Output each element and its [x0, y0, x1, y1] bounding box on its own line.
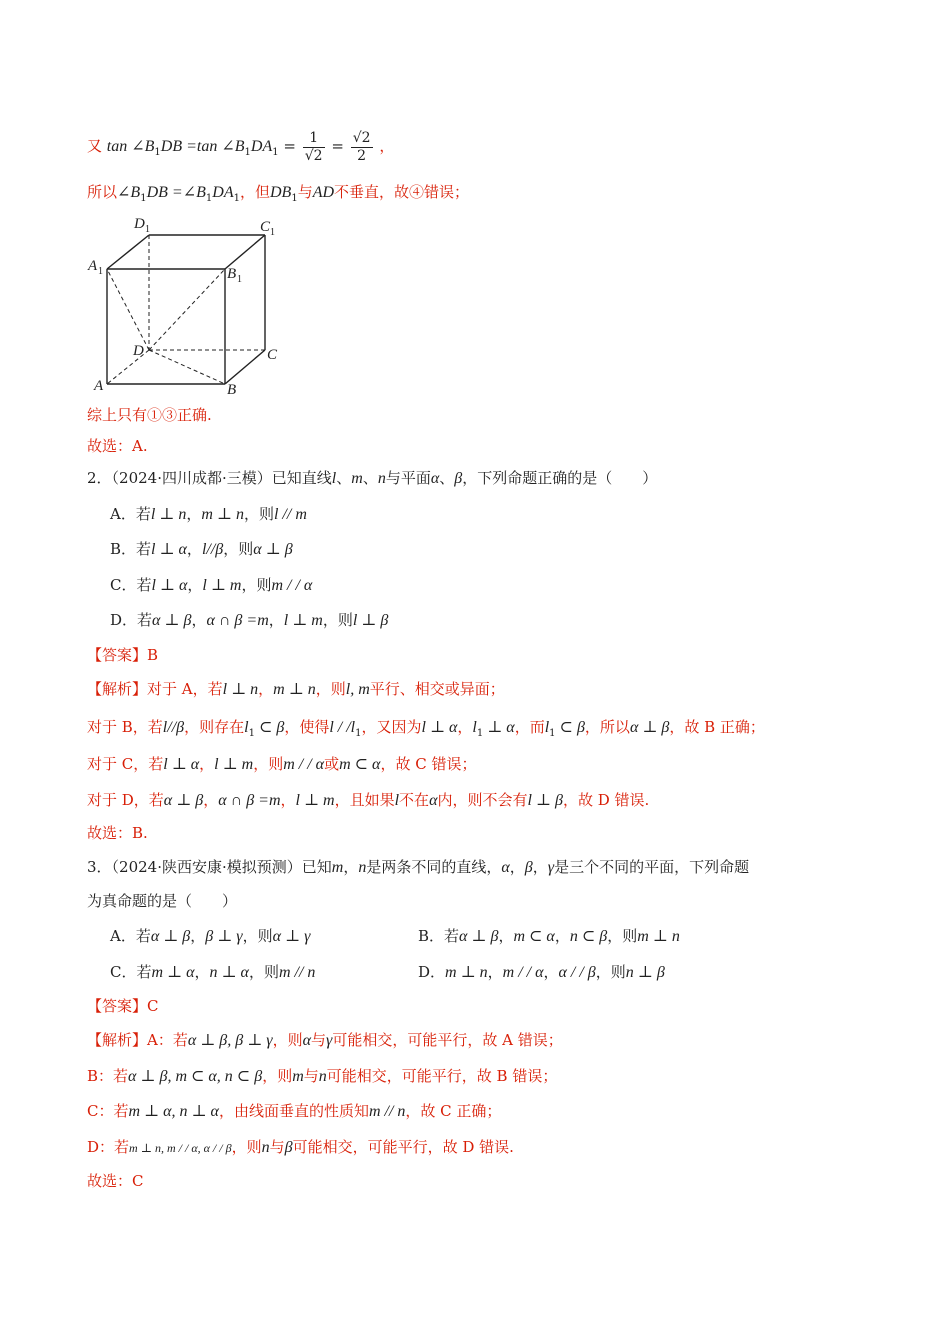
text: 可能相交，可能平行，故 A 错误； — [332, 1031, 563, 1049]
math: l — [544, 719, 550, 736]
math: m — [331, 859, 344, 876]
math: α ∩ β =m — [206, 612, 269, 629]
text: ，则 — [253, 755, 284, 773]
math: m ⊥ n — [273, 681, 316, 698]
subscript: 1 — [272, 147, 279, 158]
text: 与 — [311, 1031, 327, 1049]
edge-bc — [225, 350, 265, 384]
subscript: 1 — [549, 728, 556, 739]
q2-option-c — [110, 573, 890, 598]
label-c1: C — [260, 219, 271, 235]
text: ， — [186, 540, 202, 558]
subscript: 1 — [248, 728, 255, 739]
text: D．若 — [110, 611, 153, 629]
text: ，则 — [242, 927, 273, 945]
text: A．若 — [110, 927, 151, 945]
math-da: DA — [250, 138, 273, 155]
math: α — [302, 1032, 312, 1049]
math: n ⊥ β — [625, 964, 665, 981]
math: ⊥ α — [483, 719, 515, 736]
text: 与 — [303, 1067, 319, 1085]
label-d: D — [133, 343, 144, 359]
q2-selection: 故选：B. — [87, 824, 148, 842]
math-equals-tan: DB =tan ∠B — [160, 138, 245, 155]
math: l ⊥ α — [151, 577, 188, 594]
text: ， — [543, 963, 559, 981]
math: l ⊥ β — [527, 792, 563, 809]
text: ，则 — [315, 680, 346, 698]
text: D． — [418, 963, 446, 981]
math: α / / β — [558, 964, 596, 981]
q3-stem-line2: 为真命题的是（ ） — [87, 892, 238, 910]
text: ，故 D 错误. — [562, 791, 650, 809]
text: 与 — [269, 1138, 285, 1156]
math: DB =∠B — [146, 184, 206, 201]
text: ， — [457, 718, 473, 736]
math: α ⊥ β — [163, 792, 204, 809]
text: B：若 — [87, 1067, 129, 1085]
q3-option-b — [418, 924, 890, 949]
text: 对于 A，若 — [147, 680, 223, 698]
math: ⊂ β — [555, 719, 585, 736]
math: m ⊂ α — [339, 756, 381, 773]
text: 对于 D，若 — [87, 791, 164, 809]
text: ， — [343, 858, 359, 876]
equals-sign: = — [326, 137, 344, 155]
text: ， — [203, 791, 219, 809]
label-a1: A — [88, 258, 98, 274]
text: ，则 — [248, 963, 279, 981]
text: ， — [498, 927, 514, 945]
text: 可能相交，可能平行，故 B 错误； — [326, 1067, 558, 1085]
text: ，则 — [241, 576, 272, 594]
label-c: C — [267, 347, 278, 363]
q2-analysis-c — [87, 752, 890, 777]
math: n ⊂ β — [569, 928, 608, 945]
text: ，所以 — [584, 718, 630, 736]
text: ， — [190, 927, 206, 945]
math: l ⊥ α — [151, 541, 187, 558]
text: ，由线面垂直的性质知 — [218, 1102, 369, 1120]
math: n — [358, 859, 367, 876]
math: γ — [547, 859, 555, 876]
math: l — [244, 719, 249, 736]
text: ，则 — [243, 505, 274, 523]
math: α ∩ β =m — [218, 792, 281, 809]
comma: ， — [379, 137, 395, 155]
text: ，而 — [514, 718, 545, 736]
math: l // m — [273, 506, 307, 523]
subscript: 1 — [140, 193, 147, 204]
text: C．若 — [110, 963, 152, 981]
text: 可能相交，可能平行，故 D 错误. — [292, 1138, 514, 1156]
text: ， — [186, 505, 202, 523]
q2-stem — [87, 466, 890, 491]
text: C．若 — [110, 576, 152, 594]
diagonal-db1 — [149, 269, 225, 350]
diagonal-da1 — [107, 269, 149, 350]
math: m ⊥ n — [445, 964, 488, 981]
math: β — [284, 1139, 293, 1156]
q3-answer: 【答案】C — [87, 997, 159, 1015]
math: m — [292, 1068, 304, 1085]
label-b1-sub: 1 — [237, 274, 242, 285]
text: ， — [554, 927, 570, 945]
math: m ⊥ n — [201, 506, 244, 523]
edge-b1c1 — [225, 235, 265, 269]
q2-analysis-a — [87, 677, 890, 702]
q3-option-a — [110, 927, 310, 945]
fraction-numerator: 1 — [303, 130, 325, 148]
math: α ⊥ β, β ⊥ γ — [187, 1032, 273, 1049]
text: ，则存在 — [184, 718, 245, 736]
summary-line: 综上只有①③正确. — [87, 406, 212, 424]
math: α ⊥ β — [253, 541, 293, 558]
equals-sign: = — [278, 137, 296, 155]
text: ，下列命题正确的是（ ） — [462, 469, 658, 487]
math: α — [501, 859, 510, 876]
text: ，但 — [239, 183, 270, 201]
text: C：若 — [87, 1102, 129, 1120]
math: l — [472, 719, 477, 736]
text: B．若 — [418, 927, 460, 945]
math: m ⊥ α — [151, 964, 195, 981]
label-c1-sub: 1 — [270, 227, 275, 238]
text: 是两条不同的直线， — [366, 858, 502, 876]
q3-analysis-c — [87, 1099, 890, 1124]
math: n — [318, 1068, 327, 1085]
math: l ⊥ m — [283, 612, 323, 629]
math: m // n — [368, 1103, 406, 1120]
q3-analysis-d — [87, 1135, 890, 1160]
math: l ⊥ α — [421, 719, 458, 736]
text: ，故 B 正确； — [669, 718, 765, 736]
q2-option-b — [110, 537, 890, 562]
text: ，故 C 错误； — [380, 755, 477, 773]
math: l ⊥ n — [150, 506, 187, 523]
math: α ⊥ β — [150, 928, 191, 945]
math: m // n — [278, 964, 316, 981]
selection-line: 故选：A. — [87, 437, 148, 455]
text: ，故 C 正确； — [405, 1102, 502, 1120]
text: 平行、相交或异面； — [369, 680, 505, 698]
text: ，则 — [262, 1067, 293, 1085]
q3-selection: 故选：C — [87, 1172, 144, 1190]
text: ， — [509, 858, 525, 876]
text: ， — [532, 858, 548, 876]
math: l//β — [162, 719, 185, 736]
label-a: A — [94, 378, 104, 394]
text: 内，则不会有 — [437, 791, 528, 809]
math: α ⊥ γ — [272, 928, 311, 945]
math: n — [261, 1139, 270, 1156]
fraction-denominator: √2 — [304, 147, 323, 164]
diagonal-db — [149, 350, 225, 384]
q3-analysis-a — [87, 1028, 890, 1053]
math: α ⊥ β — [459, 928, 499, 945]
math: m / / α — [271, 577, 313, 594]
text: ， — [194, 963, 210, 981]
math: β ⊥ γ — [205, 928, 243, 945]
math: l / /l — [329, 719, 356, 736]
math: l ⊥ m — [202, 577, 242, 594]
text: 或 — [324, 755, 340, 773]
text: ，则 — [272, 1031, 303, 1049]
subscript: 1 — [205, 193, 213, 204]
analysis-label: 【解析】 — [87, 1031, 148, 1049]
text: ， — [187, 576, 203, 594]
math: l//β — [201, 541, 224, 558]
solution-tan-line — [87, 126, 890, 166]
math: m / / α — [283, 756, 325, 773]
text: A．若 — [110, 505, 151, 523]
text: ，则 — [322, 611, 353, 629]
label-b: B — [227, 382, 237, 397]
analysis-label: 【解析】 — [87, 680, 148, 698]
math: α — [429, 792, 438, 809]
math: m ⊥ n, m / / α, α / / β — [129, 1141, 232, 1155]
label-d1-sub: 1 — [145, 224, 150, 235]
text: A：若 — [147, 1031, 188, 1049]
math: β — [524, 859, 533, 876]
q2-option-d — [110, 608, 890, 633]
text: ， — [268, 611, 284, 629]
q2-analysis-b — [87, 715, 890, 746]
math: l ⊥ n — [222, 681, 259, 698]
math: α — [430, 470, 440, 487]
label-a1-sub: 1 — [98, 266, 103, 277]
math: l — [394, 792, 400, 809]
subscript: 1 — [476, 728, 484, 739]
math: m ⊥ α, n ⊥ α — [128, 1103, 219, 1120]
solution-conclusion-line — [87, 180, 890, 211]
fraction-denominator: 2 — [357, 147, 367, 164]
text: ，则 — [223, 540, 254, 558]
fraction-root2-over-2 — [351, 130, 373, 165]
q2-analysis-d — [87, 788, 890, 813]
text: 所以 — [87, 183, 118, 201]
text: 3．（2024·陕西安康·模拟预测）已知 — [87, 858, 332, 876]
text: ， — [487, 963, 503, 981]
text: 对于 C，若 — [87, 755, 164, 773]
subscript: 1 — [355, 728, 362, 739]
q3-option-d — [418, 960, 890, 985]
math: n ⊥ α — [209, 964, 249, 981]
text: 与平面 — [385, 469, 431, 487]
math: ⊂ β — [254, 719, 285, 736]
text: 不在 — [399, 791, 430, 809]
math: l ⊥ m — [214, 756, 254, 773]
text: 对于 B，若 — [87, 718, 163, 736]
math: m — [351, 470, 363, 487]
text: ， — [199, 755, 215, 773]
text-you: 又 — [87, 137, 103, 155]
text: ，使得 — [284, 718, 330, 736]
text: 、 — [336, 469, 352, 487]
text: ，则 — [607, 927, 638, 945]
math: n — [377, 470, 386, 487]
math: ∠B — [117, 184, 141, 201]
text: 是三个不同的平面，下列命题 — [554, 858, 750, 876]
subscript: 1 — [291, 193, 298, 204]
text: ，则 — [595, 963, 626, 981]
math: l ⊥ α — [163, 756, 200, 773]
label-d1: D — [134, 216, 145, 232]
math: DA — [212, 184, 234, 201]
text: ，且如果 — [334, 791, 395, 809]
math: DB — [269, 184, 292, 201]
text: ， — [191, 611, 207, 629]
math: α ⊥ β — [152, 612, 192, 629]
math: β — [454, 470, 463, 487]
math: l — [331, 470, 337, 487]
math: γ — [326, 1032, 333, 1049]
math: α ⊥ β, m ⊂ α, n ⊂ β — [128, 1068, 263, 1085]
math: l ⊥ m — [295, 792, 335, 809]
text: 、 — [362, 469, 378, 487]
q3-analysis-b — [87, 1064, 890, 1089]
math-tan-b1db: tan ∠B — [106, 138, 155, 155]
q2-answer: 【答案】B — [87, 646, 159, 664]
text: ， — [280, 791, 296, 809]
fraction-one-over-root2 — [303, 130, 325, 165]
math: l, m — [345, 681, 370, 698]
text: B．若 — [110, 540, 152, 558]
math: l ⊥ β — [352, 612, 389, 629]
text: ，则 — [231, 1138, 262, 1156]
math: m ⊂ α — [513, 928, 555, 945]
text: ， — [258, 680, 274, 698]
text: 2．（2024·四川成都·三模）已知直线 — [87, 469, 332, 487]
q3-stem-line1 — [87, 855, 890, 880]
math: m ⊥ n — [637, 928, 680, 945]
subscript: 1 — [154, 147, 161, 158]
text: 与 — [297, 183, 313, 201]
math: AD — [312, 184, 335, 201]
text: D：若 — [87, 1138, 130, 1156]
cube-figure — [87, 212, 287, 397]
q2-option-a — [110, 502, 890, 527]
subscript: 1 — [233, 193, 240, 204]
label-b1: B — [227, 266, 237, 282]
math: m / / α — [502, 964, 544, 981]
edge-a1d1 — [107, 235, 149, 269]
fraction-numerator: √2 — [352, 129, 371, 146]
text: ，又因为 — [361, 718, 422, 736]
text: 、 — [439, 469, 455, 487]
subscript: 1 — [244, 147, 251, 158]
text: 不垂直，故④错误； — [334, 183, 470, 201]
math: α ⊥ β — [629, 719, 670, 736]
